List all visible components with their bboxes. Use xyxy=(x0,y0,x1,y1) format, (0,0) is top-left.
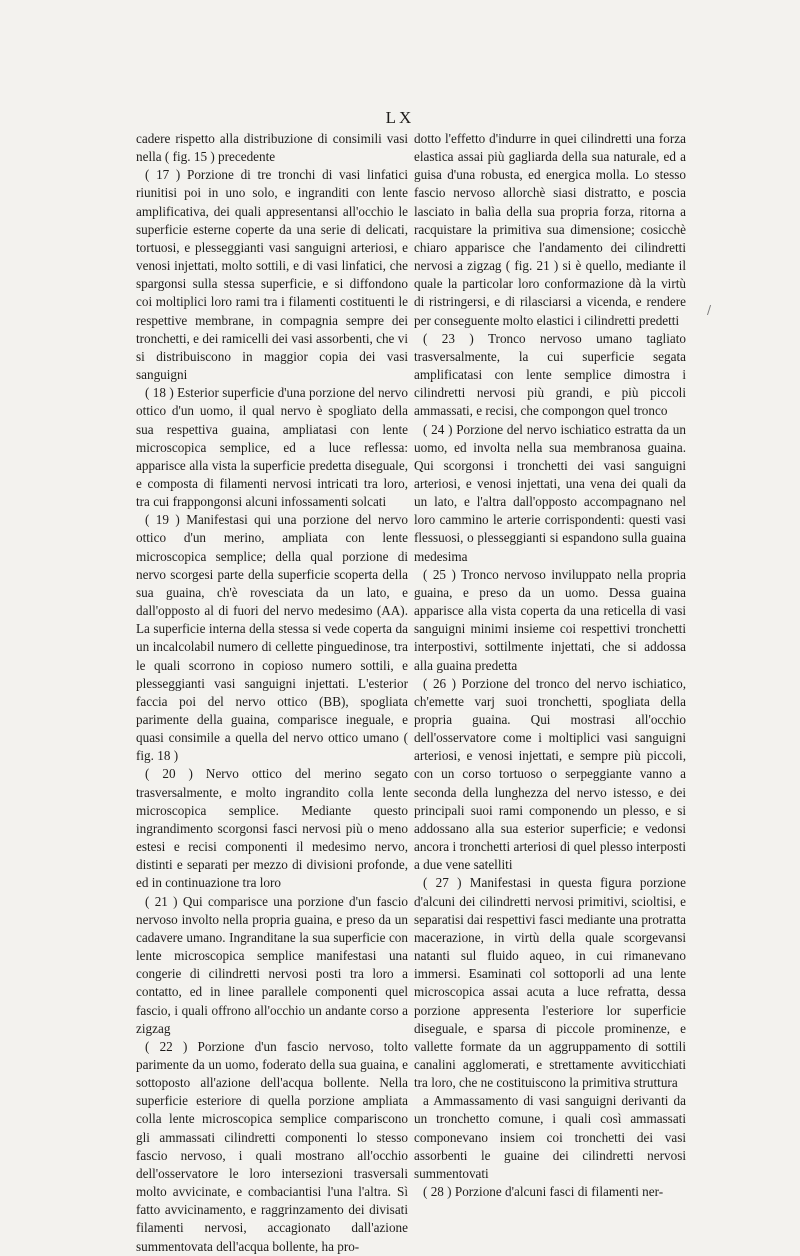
paragraph: ( 27 ) Manifestasi in questa figura porzione d'alcuni dei cilindretti nervosi primitivi, scioltisi, e separatisi dai respettivi fasci mediante una protratta macerazione, in virtù della quale scorgevansi natanti sul fluido aqueo, in cui rimanevano immersi. Esaminati col sottoporli ad una lente microscopica assai acuta a luce refratta, dessa porzione appresenta l'esteriore lor superficie diseguale, e sparsa di piccole prominenze, e vallette formate da un aggruppamento di sottili canalini agglomerati, e strettamente avviticchiati tra loro, che ne costituiscono la primitiva struttura xyxy=(414,875,686,1091)
paragraph: ( 20 ) Nervo ottico del merino segato trasversalmente, e molto ingrandito colla lente microscopica semplice. Mediante questo ingrandimento scorgonsi fasci nervosi più o meno estesi e recisi componenti il medesimo nervo, distinti e separati per mezzo di divisioni profonde, ed in continuazione tra loro xyxy=(136,766,408,891)
paragraph: ( 25 ) Tronco nervoso inviluppato nella propria guaina, e preso da un uomo. Dessa guaina apparisce alla vista coperta da una reticella di vasi sanguigni minimi insieme coi respettivi tronchetti interpostivi, sottilmente injettati, che si addossa alla guaina predetta xyxy=(414,566,686,673)
left-text-column xyxy=(136,130,408,1256)
paragraph: ( 23 ) Tronco nervoso umano tagliato trasversalmente, la cui superficie segata amplificatasi con lente semplice dimostra i cilindretti nervosi più grandi, e più piccoli ammassati, e recisi, che compongon quel tronco xyxy=(414,330,686,419)
paragraph: ( 19 ) Manifestasi qui una porzione del nervo ottico d'un merino, ampliata con lente microscopica semplice; della qual porzione di nervo scorgesi parte della superficie scoperta della sua guaina, ch'è rovesciata da un lato, e dall'opposto al di fuori del nervo medesimo (AA). La superficie interna della stessa si vede coperta da un incalcolabil numero di cellette pinguedinose, tra le quali scorrono in copioso numero sottili, e plesseggianti vasi sanguigni injettati. L'esterior faccia poi del nervo ottico (BB), spogliata parimente della guaina, comparisce ineguale, e quasi consimile a quella del nervo ottico umano ( fig. 18 ) xyxy=(136,512,408,764)
margin-mark: / xyxy=(707,303,712,317)
paragraph: a Ammassamento di vasi sanguigni derivanti da un tronchetto comune, i quali così ammassati componevano insiem coi tronchetti dei vasi assorbenti le guaine dei cilindretti nervosi summentovati xyxy=(414,1093,686,1181)
paragraph: ( 21 ) Qui comparisce una porzione d'un fascio nervoso involto nella propria guaina, e preso da un cadavere umano. Ingranditane la sua superficie con lente microscopica semplice manifestasi una congerie di cilindretti nervosi posti tra loro a contatto, ed in linee parallele componenti quel fascio, i quali offrono all'occhio un andante corso a zigzag xyxy=(136,893,408,1036)
paragraph: ( 18 ) Esterior superficie d'una porzione del nervo ottico d'un uomo, il qual nervo è spogliato della sua respettiva guaina, ampliatasi con lente microscopica semplice, ed a luce reflessa: apparisce alla vista la superficie predetta diseguale, e composta di filamenti nervosi intricati tra loro, tra cui frappongonsi alcuni infossamenti solcati xyxy=(136,385,408,510)
right-text-column xyxy=(414,130,686,1201)
paragraph: ( 26 ) Porzione del tronco del nervo ischiatico, ch'emette varj suoi tronchetti, spogliata della propria guaina. Qui mostrasi all'occhio dell'osservatore come i moltiplici vasi sanguigni arteriosi, e venosi injettati, e sempre più piccoli, con un corso tortuoso o serpeggiante vanno a seconda della lunghezza del nervo istesso, e dei principali suoi rami componendo un plesso, e si addossano alla sua esterior superficie; e vedonsi ancora i tronchetti arteriosi di quel plesso interposti a due vene satelliti xyxy=(414,675,686,873)
continued-paragraph: dotto l'effetto d'indurre in quei cilindretti una forza elastica assai più gagliarda della sua naturale, ed a guisa d'una robusta, ed energica molla. Lo stesso fascio nervoso allorchè siasi distratto, e poscia lasciato in balìa della sua propria forza, ritorna a racquistare la primitiva sua dimensione; cosicchè chiaro apparisce che l'andamento dei cilindretti nervosi a zigzag ( fig. 21 ) si è quello, mediante il quale la particolar loro conformazione dà la virtù di ristringersi, e di rilasciarsi a vicenda, e rendere per conseguente molto elastici i cilindretti predetti xyxy=(414,131,686,328)
paragraph: ( 28 ) Porzione d'alcuni fasci di filamenti ner- xyxy=(423,1184,664,1200)
paragraph: ( 24 ) Porzione del nervo ischiatico estratta da un uomo, ed involta nella sua membranosa guaina. Qui scorgonsi i tronchetti dei vasi sanguigni arteriosi, e venosi injettati, una vena dei quali da un lato, e l'altra dall'opposto accompagnano nel loro cammino le arterie corrispondenti: questi vasi flessuosi, o plesseggianti si espandono sulla guaina medesima xyxy=(414,421,686,564)
page-number: LX xyxy=(385,108,415,127)
continued-paragraph: cadere rispetto alla distribuzione di consimili vasi nella ( fig. 15 ) precedente xyxy=(136,131,408,165)
paragraph: ( 17 ) Porzione di tre tronchi di vasi linfatici riunitisi poi in uno solo, e ingranditi con lente amplificativa, dei quali appresentansi all'occhio le superficie esterne coperte da una serie di delicati, tortuosi, e plesseggianti vasi sanguigni arteriosi, e venosi injettati, molto sottili, e di vasi linfatici, che spargonsi sulla stessa superficie, e si diffondono coi moltiplici loro rami tra i filamenti costituenti le respettive membrane, in compagnia sempre dei tronchetti, e dei ramicelli dei vasi assorbenti, che vi si distribuiscono in maggior copia dei vasi sanguigni xyxy=(136,167,408,383)
paragraph: ( 22 ) Porzione d'un fascio nervoso, tolto parimente da un uomo, foderato della sua guaina, e sottoposto all'azione dell'acqua bollente. Nella superficie esteriore di quella porzione ampliata colla lente microscopica semplice compariscono gli ammassati cilindretti componenti lo stesso fascio nervoso, i quali mostrano all'occhio dell'osservatore le loro intersezioni trasversali molto avvicinate, e combaciantisi l'una l'altra. Sì fatto avvicinamento, e raggrinzamento dei divisati filamenti nervosi, accagionato dall'azione summentovata dell'acqua bollente, ha pro- xyxy=(136,1038,408,1254)
